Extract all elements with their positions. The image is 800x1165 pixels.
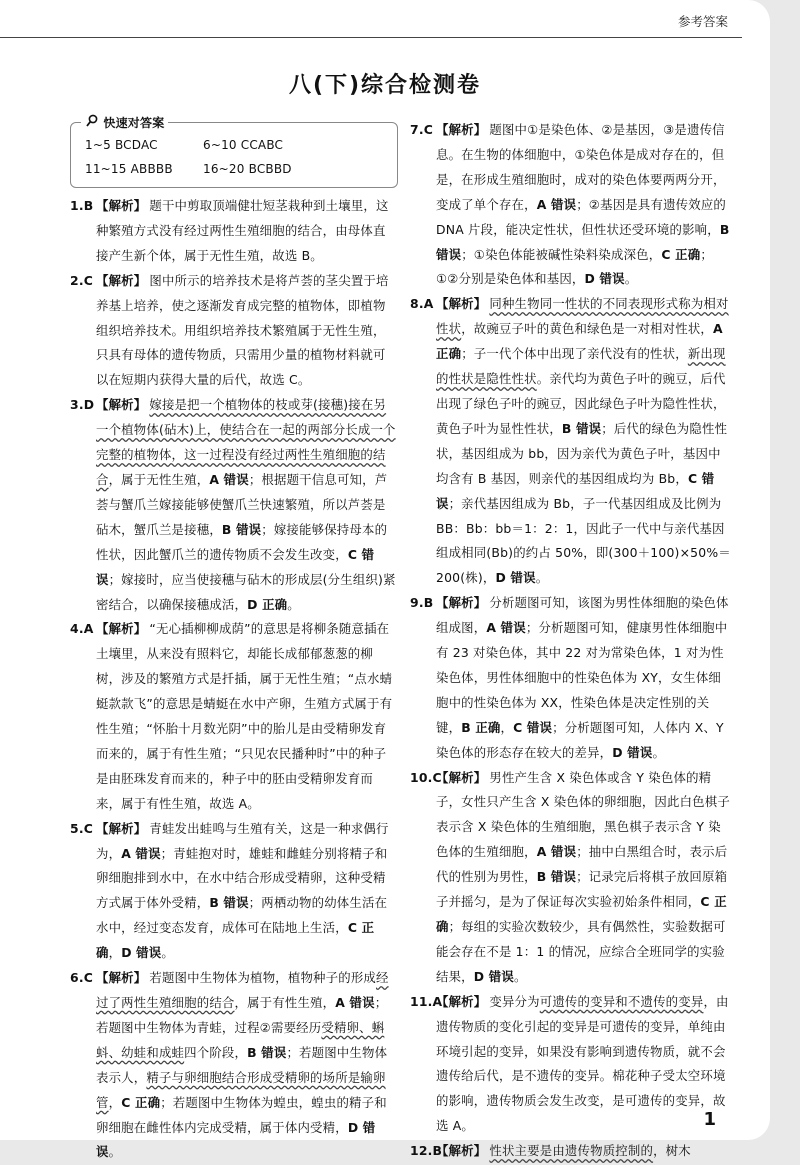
option-verdict: C 正确	[121, 1094, 161, 1110]
option-verdict: C 正确	[436, 894, 727, 934]
question-number: 9.B	[410, 595, 434, 611]
quick-answer-row	[85, 133, 389, 157]
answer-item: 2.C 【解析】 图中所示的培养技术是将芦荟的茎尖置于培养基上培养，使之逐渐发育成完整的植物体，即植物组织培养技术。用组织培养技术繁殖属于无性生殖，只具有母体的遗传物质，只需用少量的植物材料就可以在短期内获得大量的后代，故选 C。	[70, 269, 398, 394]
page-number: 1	[703, 1109, 716, 1130]
right-column	[410, 118, 732, 1164]
option-verdict: A 错误	[536, 844, 577, 860]
analysis-tag: 【解析】	[436, 993, 487, 1009]
option-verdict: A 错误	[486, 620, 526, 636]
answer-item: 3.D 【解析】 嫁接是把一个植物体的枝或芽(接穗)接在另一个植物体(砧木)上，使结合在一起的两部分长成一个完整的植物体，这一过程没有经过两性生殖细胞的结合，属于无性生殖，A 错误；根据题干信息可知，芦荟与蟹爪兰嫁接能够使蟹爪兰快速繁殖，所以芦荟是砧木，蟹爪兰是接穗，B 错误；嫁接能够保持母本的性状，因此蟹爪兰的遗传物质不会发生改变，C 错误；嫁接时，应当使接穗与砧木的形成层(分生组织)紧密结合，以确保接穗成活，D 正确。	[70, 393, 398, 617]
analysis-tag: 【解析】	[436, 296, 487, 312]
answer-item: 1.B 【解析】 题干中剪取顶端健壮短茎栽种到土壤里，这种繁殖方式没有经过两性生殖细胞的结合，由母体直接产生新个体，属于无性生殖，故选 B。	[70, 194, 398, 269]
answer-item: 12.B 【解析】 性状主要是由遗传物质控制的，树木	[410, 1139, 732, 1164]
option-verdict: D 正确	[247, 596, 288, 612]
answer-item: 7.C 【解析】 题图中①是染色体、②是基因，③是遗传信息。在生物的体细胞中，①染色体是成对存在的，但是，在形成生殖细胞时，成对的染色体要两两分开，变成了单个存在，A 错误；②基因是具有遗传效应的 DNA 片段，能决定性状，但性状还受环境的影响，B 错误；①染色体能被碱性染料染成深色，C 正确；①②分别是染色体和基因，D 错误。	[410, 118, 732, 292]
quick-answer-cell: 6~10 CCABC	[203, 138, 284, 152]
key-point: 新出现的性状是隐性性状	[436, 346, 726, 387]
option-verdict: C 正确	[96, 920, 375, 961]
analysis-tag: 【解析】	[96, 272, 147, 288]
key-point: 性状主要是由遗传物质控制的	[489, 1143, 654, 1159]
header-label: 参考答案	[677, 14, 728, 29]
quick-answer-row	[85, 157, 389, 181]
analysis-tag: 【解析】	[96, 397, 147, 413]
option-verdict: D 错误	[584, 271, 625, 287]
answer-item: 9.B 【解析】 分析题图可知，该图为男性体细胞的染色体组成图，A 错误；分析题图可知，健康男性体细胞中有 23 对染色体，其中 22 对为常染色体，1 对为性染色体，男性体细胞中的性染色体为 XY，女生体细胞中的性染色体为 XX，性染色体是决定性别的关键，B 正确，C 错误；分析题图可知，人体内 X、Y 染色体的形态存在较大的差异，D 错误。	[410, 591, 732, 765]
option-verdict: D 错误	[495, 570, 536, 586]
key-point: 可遗传的变异和不遗传的变异	[539, 993, 704, 1009]
option-verdict: A 错误	[121, 845, 161, 861]
option-verdict: A 正确	[436, 321, 723, 362]
option-verdict: D 错误	[96, 1119, 376, 1160]
question-number: 2.C	[70, 272, 94, 288]
answer-item: 10.C 【解析】 男性产生含 X 染色体或含 Y 染色体的精子，女性只产生含 X 染色体的卵细胞，因此白色棋子表示含 X 染色体的生殖细胞，黑色棋子表示含 Y 染色体的生殖细胞，A 错误；抽中白黑组合时，表示后代的性别为男性，B 错误；记录完后将棋子放回原箱子并摇匀，是为了保证每次实验初始条件相同，C 正确；每组的实验次数较少，具有偶然性，实验数据可能会存在不是 1：1 的情况，应综合全班同学的实验结果，D 错误。	[410, 766, 732, 990]
question-number: 12.B	[410, 1143, 443, 1159]
question-number: 11.A	[410, 993, 443, 1009]
option-verdict: A 错误	[335, 995, 375, 1010]
option-verdict: A 错误	[209, 471, 249, 487]
question-number: 8.A	[410, 296, 434, 312]
quick-answer-cell: 11~15 ABBBB	[85, 162, 173, 176]
question-number: 7.C	[410, 122, 434, 137]
quick-answer-cell: 1~5 BCDAC	[85, 138, 158, 152]
option-verdict: D 错误	[121, 945, 162, 961]
analysis-tag: 【解析】	[96, 970, 147, 986]
quick-answer-heading: 快速对答案	[81, 114, 168, 132]
key-point: 受精卵、蝌蚪、幼蛙和成蛙	[96, 1019, 385, 1060]
option-verdict: B 错误	[561, 420, 602, 436]
page-title: 八(下)综合检测卷	[288, 73, 482, 98]
answer-item: 4.A 【解析】 “无心插柳柳成荫”的意思是将柳条随意插在土壤里，从来没有照料它，却能长成郁郁葱葱的柳树，涉及的繁殖方式是扦插，属于无性生殖；“点水蜻蜓款款飞”的意思是蜻蜓在水中产卵，生殖方式属于有性生殖；“怀胎十月数光阴”中的胎儿是由受精卵发育而来的，属于有性生殖；“只见农民播种时”中的种子是由胚珠发育而来的，种子中的胚由受精卵发育而来，属于有性生殖，故选 A。	[70, 617, 398, 816]
analysis-tag: 【解析】	[96, 621, 147, 637]
quick-answer-cell: 16~20 BCBBD	[203, 162, 292, 176]
analysis-tag: 【解析】	[96, 198, 147, 213]
analysis-tag: 【解析】	[436, 122, 487, 137]
magnifier-icon	[85, 114, 99, 132]
question-number: 3.D	[70, 397, 95, 413]
option-verdict: D 错误	[473, 968, 514, 984]
option-verdict: D 错误	[612, 744, 653, 760]
left-column	[70, 118, 398, 1165]
option-verdict: C 正确	[661, 246, 701, 262]
key-point: 精子与卵细胞结合形成受精卵的场所是输卵管	[96, 1069, 386, 1110]
analysis-tag: 【解析】	[436, 595, 487, 611]
option-verdict: B 错误	[536, 869, 577, 885]
key-point: 同种生物同一性状的不同表现形式称为相对性状	[436, 296, 729, 337]
question-number: 6.C	[70, 970, 94, 986]
option-verdict: C 错误	[96, 546, 375, 587]
key-point: 嫁接是把一个植物体的枝或芽(接穗)接在另一个植物体(砧木)上，使结合在一起的两部分长成一个完整的植物体，这一过程没有经过两性生殖细胞的结合	[96, 397, 396, 487]
question-number: 10.C	[410, 769, 442, 785]
header-divider	[0, 37, 742, 38]
question-number: 1.B	[70, 198, 94, 213]
answer-item: 11.A 【解析】 变异分为可遗传的变异和不遗传的变异，由遗传物质的变化引起的变异是可遗传的变异，单纯由环境引起的变异，如果没有影响到遗传物质，就不会遗传给后代，是不遗传的变异。棉花种子受太空环境的影响，遗传物质会发生改变，是可遗传的变异，故选 A。	[410, 990, 732, 1139]
key-point: 经过了两性生殖细胞的结合	[96, 970, 389, 1010]
analysis-tag: 【解析】	[436, 769, 487, 785]
option-verdict: B 正确	[461, 719, 501, 735]
option-verdict: C 错误	[436, 470, 715, 511]
option-verdict: C 错误	[513, 719, 553, 735]
option-verdict: B 错误	[221, 521, 262, 537]
analysis-tag: 【解析】	[436, 1143, 487, 1159]
option-verdict: B 错误	[436, 221, 730, 262]
option-verdict: B 错误	[247, 1044, 287, 1060]
option-verdict: B 错误	[209, 895, 249, 911]
question-number: 5.C	[70, 820, 94, 836]
quick-answer-box	[70, 116, 398, 188]
answer-item: 5.C 【解析】 青蛙发出蛙鸣与生殖有关，这是一种求偶行为，A 错误；青蛙抱对时，雄蛙和雌蛙分别将精子和卵细胞排到水中，在水中结合形成受精卵，这种受精方式属于体外受精，B 错误；两栖动物的幼体生活在水中，经过变态发育，成体可在陆地上生活，C 正确，D 错误。	[70, 817, 398, 966]
question-number: 4.A	[70, 621, 94, 637]
answer-item: 8.A 【解析】 同种生物同一性状的不同表现形式称为相对性状，故豌豆子叶的黄色和绿色是一对相对性状，A 正确；子一代个体中出现了亲代没有的性状，新出现的性状是隐性性状。亲代均为黄色子叶的豌豆，后代出现了绿色子叶的豌豆，因此绿色子叶为隐性性状，黄色子叶为显性性状，B 错误；后代的绿色为隐性性状，基因组成为 bb，因为亲代为黄色子叶，基因中均含有 B 基因，则亲代的基因组成均为 Bb，C 错误；亲代基因组成为 Bb，子一代基因组成及比例为 BB：Bb：bb＝1：2：1，因此子一代中与亲代基因组成相同(Bb)的约占 50%，即(300＋100)×50%＝200(株)，D 错误。	[410, 292, 732, 591]
answer-item: 6.C 【解析】 若题图中生物体为植物，植物种子的形成经过了两性生殖细胞的结合，属于有性生殖，A 错误；若题图中生物体为青蛙，过程②需要经历受精卵、蝌蚪、幼蛙和成蛙四个阶段，B 错误；若题图中生物体表示人，精子与卵细胞结合形成受精卵的场所是输卵管，C 正确；若题图中生物体为蝗虫，蝗虫的精子和卵细胞在雌性体内完成受精，属于体内受精，D 错误。	[70, 966, 398, 1165]
option-verdict: A 错误	[536, 196, 577, 212]
analysis-tag: 【解析】	[96, 820, 147, 836]
